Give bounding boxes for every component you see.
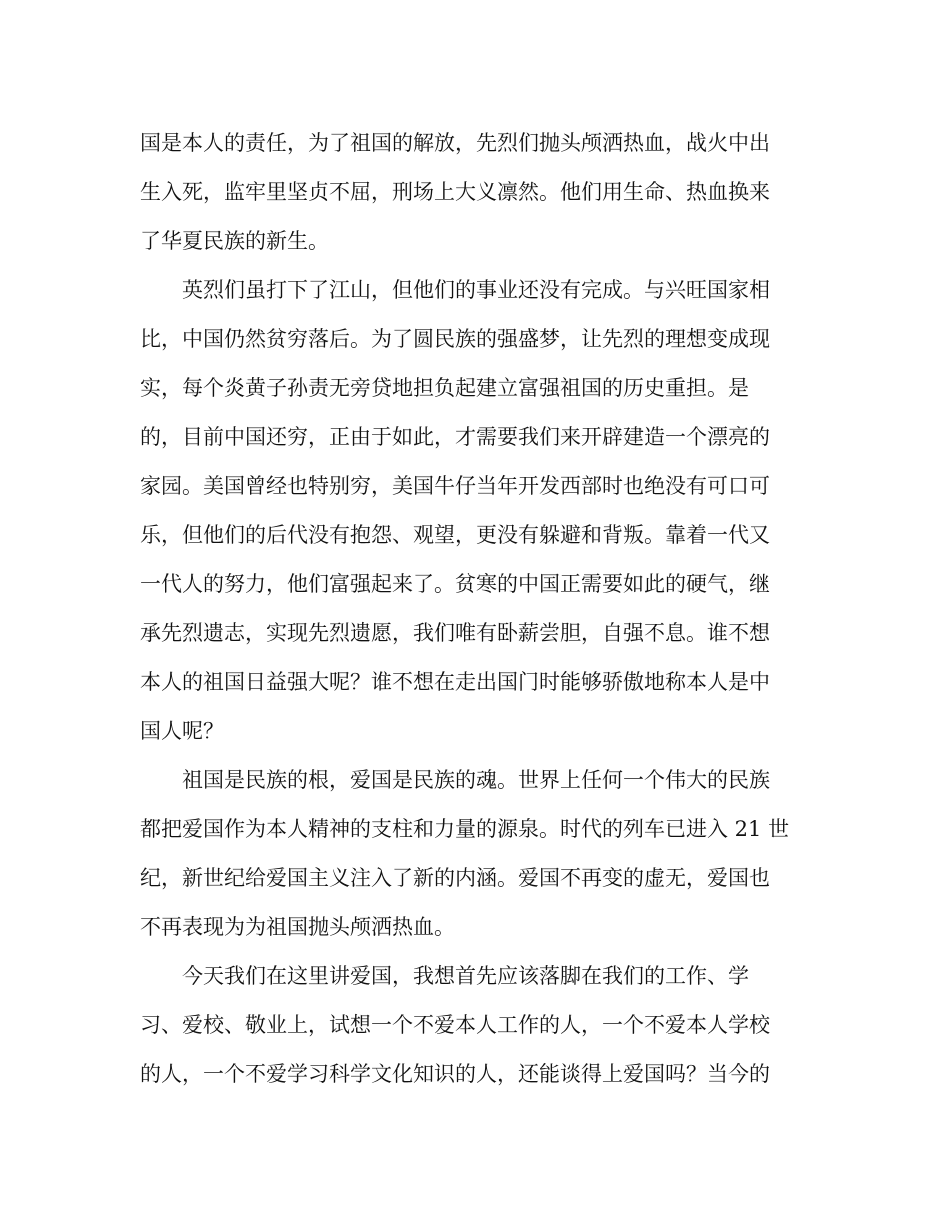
- text-line: 习、爱校、敬业上，试想一个不爱本人工作的人，一个不爱本人学校: [140, 1013, 770, 1037]
- text-line: 今天我们在这里讲爱国，我想首先应该落脚在我们的工作、学: [182, 964, 749, 988]
- text-line: 纪，新世纪给爱国主义注入了新的内涵。爱国不再变的虚无，爱国也: [140, 866, 770, 890]
- text-line: 实，每个炎黄子孙责无旁贷地担负起建立富强祖国的历史重担。是: [140, 376, 749, 400]
- text-line: 家园。美国曾经也特别穷，美国牛仔当年开发西部时也绝没有可口可: [140, 474, 770, 498]
- text-line: 的人，一个不爱学习科学文化知识的人，还能谈得上爱国吗？当今的: [140, 1062, 770, 1086]
- text-line: 比，中国仍然贫穷落后。为了圆民族的强盛梦，让先烈的理想变成现: [140, 327, 770, 351]
- text-line: 承先烈遗志，实现先烈遗愿，我们唯有卧薪尝胆，自强不息。谁不想: [140, 621, 770, 645]
- text-line: 生入死，监牢里坚贞不屈，刑场上大义凛然。他们用生命、热血换来: [140, 180, 770, 204]
- text-line: 祖国是民族的根，爱国是民族的魂。世界上任何一个伟大的民族: [182, 768, 770, 792]
- text-line: 一代人的努力，他们富强起来了。贫寒的中国正需要如此的硬气，继: [140, 572, 770, 596]
- text-line: 本人的祖国日益强大呢？谁不想在走出国门时能够骄傲地称本人是中: [140, 670, 770, 694]
- text-line: 国人呢？: [140, 719, 224, 743]
- text-line: 都把爱国作为本人精神的支柱和力量的源泉。时代的列车已进入 21 世: [140, 817, 790, 841]
- text-line: 了华夏民族的新生。: [140, 229, 329, 253]
- text-line: 不再表现为为祖国抛头颅洒热血。: [140, 915, 455, 939]
- text-line: 的，目前中国还穷，正由于如此，才需要我们来开辟建造一个漂亮的: [140, 425, 770, 449]
- text-line: 英烈们虽打下了江山，但他们的事业还没有完成。与兴旺国家相: [182, 278, 770, 302]
- text-line: 乐，但他们的后代没有抱怨、观望，更没有躲避和背叛。靠着一代又: [140, 523, 770, 547]
- text-line: 国是本人的责任，为了祖国的解放，先烈们抛头颅洒热血，战火中出: [140, 131, 770, 155]
